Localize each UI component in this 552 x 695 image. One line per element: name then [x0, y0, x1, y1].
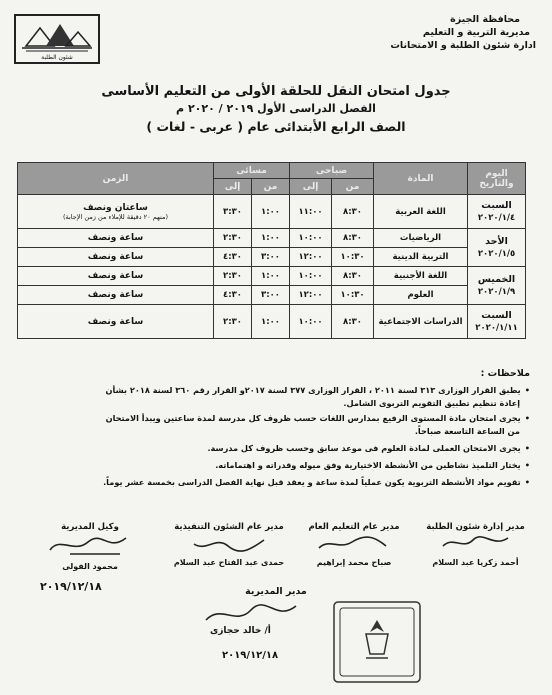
signature-block — [294, 522, 414, 567]
official-stamp-icon — [330, 598, 425, 688]
evening-to-cell: ٣:٣٠ — [214, 195, 252, 229]
signature-title: وكيل المديرية — [61, 522, 119, 532]
header-day: اليوم والتاريخ — [468, 163, 526, 195]
header-morning-from: من — [332, 179, 374, 195]
signature-block — [164, 522, 294, 567]
signature-block — [413, 522, 538, 567]
header-morning: صباحى — [290, 163, 374, 179]
header-evening: مسائى — [214, 163, 290, 179]
header-subject: المادة — [374, 163, 468, 195]
subject-cell: اللغة الأجنبية — [374, 267, 468, 286]
morning-to-cell: ١٢:٠٠ — [290, 286, 332, 305]
director-date: ٢٠١٩/١٢/١٨ — [222, 650, 279, 661]
header-governorate: محافظة الجيزة — [450, 14, 520, 25]
note-item: • يجرى الامتحان العملى لمادة العلوم فى موعد سابق وحسب ظروف كل مدرسة. — [207, 442, 530, 455]
signature-name: أحمد زكريا عبد السلام — [432, 558, 519, 567]
signature-block — [30, 522, 150, 571]
day-cell: السبت ٢٠٢٠/١/١١ — [468, 305, 526, 339]
note-continuation: إعادة تنظيم تطبيق التقويم التربوى الشامل. — [343, 398, 520, 408]
morning-to-cell: ١١:٠٠ — [290, 195, 332, 229]
table-row — [18, 286, 526, 305]
evening-from-cell: ٣:٠٠ — [252, 248, 290, 267]
morning-to-cell: ١٠:٠٠ — [290, 229, 332, 248]
evening-to-cell: ٢:٣٠ — [214, 229, 252, 248]
morning-from-cell: ٨:٣٠ — [332, 229, 374, 248]
evening-from-cell: ١:٠٠ — [252, 267, 290, 286]
evening-to-cell: ٢:٣٠ — [214, 267, 252, 286]
morning-from-cell: ١٠:٣٠ — [332, 286, 374, 305]
note-item: • يختار التلميذ نشاطين من الأنشطة الاختيارية وفق ميوله وقدراته و اهتماماته. — [215, 459, 530, 472]
morning-to-cell: ١٢:٠٠ — [290, 248, 332, 267]
header-morning-to: إلى — [290, 179, 332, 195]
subject-cell: التربية الدينية — [374, 248, 468, 267]
day-cell: السبت ٢٠٢٠/١/٤ — [468, 195, 526, 229]
note-item: • يجرى امتحان مادة المستوى الرفيع بمدارس اللغات حسب ظروف كل مدرسة لمدة ساعتين ويبدأ الامتحان — [106, 412, 530, 425]
evening-to-cell: ٢:٣٠ — [214, 305, 252, 339]
subject-cell: الدراسات الاجتماعية — [374, 305, 468, 339]
handwritten-date: ٢٠١٩/١٢/١٨ — [40, 580, 102, 593]
duration-cell: ساعة ونصف — [18, 229, 214, 248]
duration-cell: ساعة ونصف — [18, 267, 214, 286]
header-duration: الزمن — [18, 163, 214, 195]
page-title: جدول امتحان النقل للحلقة الأولى من التعليم الأساسى — [101, 84, 451, 99]
morning-to-cell: ١٠:٠٠ — [290, 267, 332, 286]
logo-caption: شئون الطلبة — [41, 54, 73, 61]
morning-to-cell: ١٠:٠٠ — [290, 305, 332, 339]
signature-title: مدير عام الشئون التنفيذية — [174, 522, 284, 532]
director-name: أ/ خالد حجازى — [210, 626, 271, 636]
duration-cell: ساعة ونصف — [18, 286, 214, 305]
day-cell: الخميس ٢٠٢٠/١/٩ — [468, 267, 526, 305]
notes-list — [20, 384, 530, 504]
header-evening-to: إلى — [214, 179, 252, 195]
term-title: الفصل الدراسى الأول ٢٠١٩ / ٢٠٢٠ م — [176, 102, 376, 115]
evening-from-cell: ١:٠٠ — [252, 229, 290, 248]
morning-from-cell: ١٠:٣٠ — [332, 248, 374, 267]
evening-from-cell: ١:٠٠ — [252, 305, 290, 339]
morning-from-cell: ٨:٣٠ — [332, 267, 374, 286]
table-row — [18, 248, 526, 267]
grade-title: الصف الرابع الأبتدائى عام ( عربى - لغات ) — [146, 119, 406, 134]
signature-scribble-icon — [30, 532, 150, 558]
department-logo — [14, 14, 100, 64]
duration-cell: ساعة ونصف — [18, 305, 214, 339]
header-directorate: مديرية التربية و التعليم — [422, 27, 530, 38]
header-evening-from: من — [252, 179, 290, 195]
morning-from-cell: ٨:٣٠ — [332, 195, 374, 229]
subject-cell: اللغة العربية — [374, 195, 468, 229]
director-title: مدير المديرية — [245, 586, 307, 597]
table-header-row — [18, 163, 526, 179]
duration-cell: ساعة ونصف — [18, 248, 214, 267]
signature-scribble-icon — [294, 532, 414, 554]
signature-scribble-icon — [164, 532, 294, 554]
subject-cell: العلوم — [374, 286, 468, 305]
signature-title: مدير إدارة شئون الطلبة — [426, 522, 525, 532]
exam-schedule-table — [17, 162, 526, 339]
evening-to-cell: ٤:٣٠ — [214, 286, 252, 305]
duration-cell: ساعتان ونصف (منهم ٢٠ دقيقة للإملاء من زمن الإجابة) — [18, 195, 214, 229]
subject-cell: الرياضيات — [374, 229, 468, 248]
header-department: ادارة شئون الطلبة و الامتحانات — [390, 40, 536, 51]
signature-scribble-icon — [413, 532, 538, 554]
table-row — [18, 305, 526, 339]
evening-from-cell: ١:٠٠ — [252, 195, 290, 229]
morning-from-cell: ٨:٣٠ — [332, 305, 374, 339]
note-item: • تقويم مواد الأنشطة التربوية يكون عملياً لمدة ساعة و يعقد قبل نهاية الفصل الدراسى بخمسة عشر يوماً. — [103, 476, 530, 489]
evening-to-cell: ٤:٣٠ — [214, 248, 252, 267]
evening-from-cell: ٣:٠٠ — [252, 286, 290, 305]
signature-name: صباح محمد إبراهيم — [316, 558, 392, 567]
note-item: • يطبق القرار الوزارى ٣١٣ لسنة ٢٠١١ ، القرار الوزارى ٣٧٧ لسنة ٢٠١٧و القرار رقم ٣٦٠ لسنة ٢٠١٨ بشأن — [106, 384, 530, 397]
table-row — [18, 195, 526, 229]
day-cell: الأحد ٢٠٢٠/١/٥ — [468, 229, 526, 267]
signature-name: حمدى عبد الفتاح عبد السلام — [173, 558, 285, 567]
signature-name: محمود الفولى — [62, 562, 118, 571]
table-row — [18, 229, 526, 248]
notes-title: ملاحظات : — [480, 368, 530, 379]
note-continuation: من الساعة التاسعة صباحاً. — [414, 426, 520, 436]
table-row — [18, 267, 526, 286]
signature-title: مدير عام التعليم العام — [308, 522, 400, 532]
